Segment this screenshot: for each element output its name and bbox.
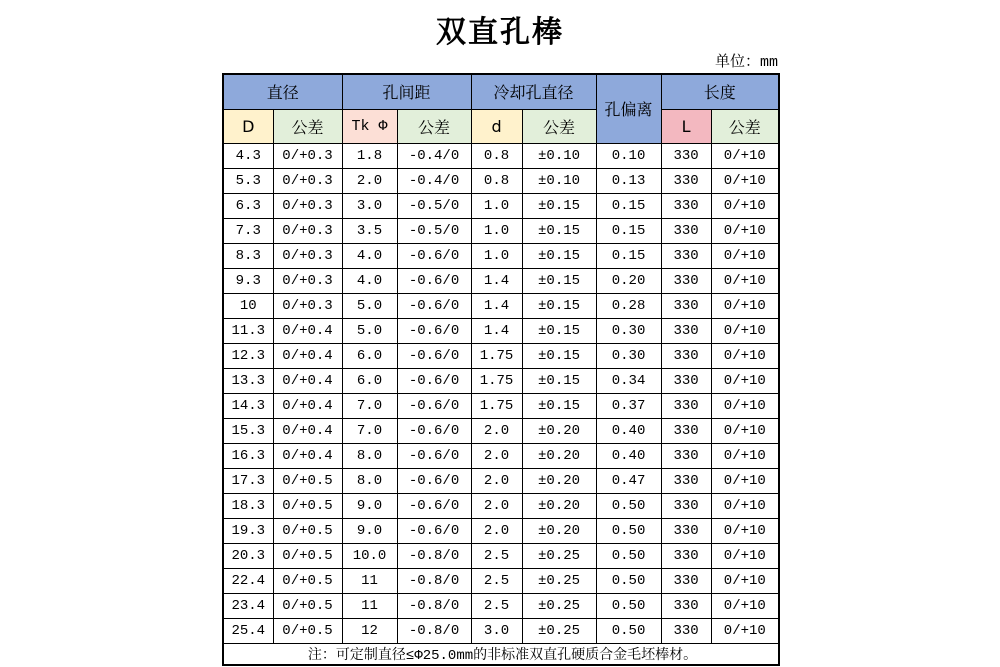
table-cell: 1.75 xyxy=(471,368,522,393)
table-cell: 2.0 xyxy=(471,418,522,443)
table-cell: 0/+0.5 xyxy=(273,518,342,543)
table-cell: 0/+0.4 xyxy=(273,443,342,468)
table-cell: 0/+10 xyxy=(711,318,779,343)
table-cell: 0/+10 xyxy=(711,418,779,443)
table-cell: 0.10 xyxy=(596,143,661,168)
table-cell: 25.4 xyxy=(223,618,273,643)
table-cell: 0/+0.5 xyxy=(273,543,342,568)
table-cell: 0/+0.3 xyxy=(273,268,342,293)
table-cell: 2.0 xyxy=(471,468,522,493)
table-cell: 330 xyxy=(661,418,711,443)
table-cell: -0.6/0 xyxy=(397,468,471,493)
table-cell: 23.4 xyxy=(223,593,273,618)
table-cell: 4.3 xyxy=(223,143,273,168)
table-row xyxy=(223,518,779,543)
table-cell: ±0.20 xyxy=(522,468,596,493)
header-hole-deviation: 孔偏离 xyxy=(596,74,661,143)
table-cell: 0.13 xyxy=(596,168,661,193)
table-cell: 0.34 xyxy=(596,368,661,393)
table-cell: 1.0 xyxy=(471,193,522,218)
table-row xyxy=(223,343,779,368)
table-cell: 9.0 xyxy=(342,493,397,518)
table-cell: ±0.25 xyxy=(522,618,596,643)
table-cell: 0.50 xyxy=(596,593,661,618)
table-cell: 0/+10 xyxy=(711,193,779,218)
table-cell: 330 xyxy=(661,318,711,343)
table-cell: -0.6/0 xyxy=(397,518,471,543)
table-cell: 330 xyxy=(661,543,711,568)
table-cell: 9.3 xyxy=(223,268,273,293)
table-cell: ±0.20 xyxy=(522,518,596,543)
table-cell: 0/+10 xyxy=(711,518,779,543)
table-cell: 12 xyxy=(342,618,397,643)
table-row xyxy=(223,243,779,268)
table-cell: -0.6/0 xyxy=(397,493,471,518)
table-cell: 2.0 xyxy=(342,168,397,193)
table-cell: 330 xyxy=(661,193,711,218)
table-cell: -0.6/0 xyxy=(397,318,471,343)
table-cell: ±0.25 xyxy=(522,543,596,568)
table-cell: 1.8 xyxy=(342,143,397,168)
table-cell: 0/+10 xyxy=(711,268,779,293)
table-cell: 4.0 xyxy=(342,268,397,293)
table-cell: 330 xyxy=(661,518,711,543)
table-cell: 330 xyxy=(661,368,711,393)
table-cell: 14.3 xyxy=(223,393,273,418)
table-cell: ±0.20 xyxy=(522,493,596,518)
table-cell: -0.8/0 xyxy=(397,543,471,568)
table-cell: 0/+0.3 xyxy=(273,218,342,243)
table-cell: 330 xyxy=(661,568,711,593)
table-cell: 16.3 xyxy=(223,443,273,468)
table-cell: 11.3 xyxy=(223,318,273,343)
table-cell: 0/+0.4 xyxy=(273,418,342,443)
table-cell: 1.0 xyxy=(471,218,522,243)
table-cell: 330 xyxy=(661,293,711,318)
table-cell: 10.0 xyxy=(342,543,397,568)
table-cell: 0/+0.5 xyxy=(273,493,342,518)
table-cell: ±0.25 xyxy=(522,568,596,593)
table-cell: 6.0 xyxy=(342,343,397,368)
table-footer xyxy=(223,643,779,665)
table-cell: ±0.25 xyxy=(522,593,596,618)
table-row xyxy=(223,618,779,643)
table-cell: 330 xyxy=(661,493,711,518)
table-cell: -0.6/0 xyxy=(397,243,471,268)
table-row xyxy=(223,143,779,168)
table-cell: 0/+10 xyxy=(711,543,779,568)
table-cell: 0.40 xyxy=(596,418,661,443)
table-row xyxy=(223,493,779,518)
table-cell: 0/+10 xyxy=(711,218,779,243)
table-cell: 8.0 xyxy=(342,443,397,468)
table-cell: 0/+10 xyxy=(711,393,779,418)
table-cell: 330 xyxy=(661,443,711,468)
table-cell: 0.50 xyxy=(596,618,661,643)
table-cell: 5.0 xyxy=(342,293,397,318)
table-cell: 0/+10 xyxy=(711,293,779,318)
table-row xyxy=(223,168,779,193)
table-cell: 19.3 xyxy=(223,518,273,543)
table-cell: ±0.15 xyxy=(522,343,596,368)
table-cell: -0.5/0 xyxy=(397,193,471,218)
table-row xyxy=(223,593,779,618)
table-cell: 0/+0.4 xyxy=(273,368,342,393)
table-row xyxy=(223,318,779,343)
table-cell: 330 xyxy=(661,393,711,418)
table-cell: 0/+0.5 xyxy=(273,568,342,593)
table-cell: 1.75 xyxy=(471,343,522,368)
table-cell: 0/+0.4 xyxy=(273,343,342,368)
table-cell: 330 xyxy=(661,143,711,168)
table-cell: -0.8/0 xyxy=(397,618,471,643)
table-cell: 0.47 xyxy=(596,468,661,493)
table-cell: 0.40 xyxy=(596,443,661,468)
table-cell: 2.0 xyxy=(471,518,522,543)
table-row xyxy=(223,393,779,418)
header-diameter: 直径 xyxy=(223,74,342,109)
table-cell: 0.8 xyxy=(471,143,522,168)
table-cell: -0.6/0 xyxy=(397,268,471,293)
table-cell: 22.4 xyxy=(223,568,273,593)
table-cell: 330 xyxy=(661,243,711,268)
table-cell: 0/+0.5 xyxy=(273,593,342,618)
table-cell: 330 xyxy=(661,268,711,293)
subheader-l: L xyxy=(661,109,711,143)
table-cell: 0.8 xyxy=(471,168,522,193)
table-body xyxy=(223,143,779,643)
subheader-d-lower: d xyxy=(471,109,522,143)
table-cell: 0.50 xyxy=(596,568,661,593)
table-cell: 0/+0.3 xyxy=(273,243,342,268)
table-cell: ±0.15 xyxy=(522,193,596,218)
table-cell: 0/+10 xyxy=(711,143,779,168)
table-cell: 18.3 xyxy=(223,493,273,518)
table-cell: 2.5 xyxy=(471,593,522,618)
table-cell: 0.15 xyxy=(596,218,661,243)
table-cell: 330 xyxy=(661,343,711,368)
table-note: 注：可定制直径≤Φ25.0mm的非标准双直孔硬质合金毛坯棒材。 xyxy=(223,643,779,665)
table-row xyxy=(223,543,779,568)
table-header xyxy=(223,74,779,143)
table-cell: 11 xyxy=(342,568,397,593)
table-cell: 0.15 xyxy=(596,193,661,218)
table-cell: 0/+10 xyxy=(711,168,779,193)
table-cell: 1.4 xyxy=(471,268,522,293)
table-cell: 0/+0.5 xyxy=(273,618,342,643)
table-cell: 0.28 xyxy=(596,293,661,318)
table-cell: 2.5 xyxy=(471,568,522,593)
table-cell: 7.0 xyxy=(342,393,397,418)
table-cell: 0/+10 xyxy=(711,593,779,618)
table-cell: ±0.15 xyxy=(522,293,596,318)
table-cell: 2.5 xyxy=(471,543,522,568)
table-cell: ±0.10 xyxy=(522,168,596,193)
table-cell: 3.0 xyxy=(471,618,522,643)
table-cell: ±0.15 xyxy=(522,268,596,293)
table-cell: 0/+0.4 xyxy=(273,318,342,343)
table-cell: 330 xyxy=(661,168,711,193)
content-area xyxy=(222,50,778,666)
table-cell: -0.6/0 xyxy=(397,343,471,368)
table-cell: 0/+0.3 xyxy=(273,168,342,193)
table-cell: 0.30 xyxy=(596,343,661,368)
table-cell: ±0.10 xyxy=(522,143,596,168)
table-cell: -0.6/0 xyxy=(397,443,471,468)
table-cell: 0/+0.3 xyxy=(273,143,342,168)
table-cell: 5.0 xyxy=(342,318,397,343)
table-cell: 5.3 xyxy=(223,168,273,193)
spec-table xyxy=(222,73,780,666)
table-row xyxy=(223,568,779,593)
table-cell: 12.3 xyxy=(223,343,273,368)
subheader-d-upper: D xyxy=(223,109,273,143)
table-cell: 2.0 xyxy=(471,493,522,518)
table-cell: -0.6/0 xyxy=(397,293,471,318)
table-row xyxy=(223,368,779,393)
header-group-row xyxy=(223,74,779,109)
table-cell: -0.4/0 xyxy=(397,168,471,193)
table-row xyxy=(223,443,779,468)
table-cell: ±0.15 xyxy=(522,318,596,343)
table-cell: 6.0 xyxy=(342,368,397,393)
table-cell: ±0.15 xyxy=(522,368,596,393)
table-cell: 0/+0.4 xyxy=(273,393,342,418)
table-cell: 4.0 xyxy=(342,243,397,268)
table-cell: 8.0 xyxy=(342,468,397,493)
table-cell: 2.0 xyxy=(471,443,522,468)
table-cell: -0.6/0 xyxy=(397,418,471,443)
table-cell: 1.0 xyxy=(471,243,522,268)
table-cell: -0.6/0 xyxy=(397,393,471,418)
table-cell: 1.4 xyxy=(471,318,522,343)
table-cell: 0/+10 xyxy=(711,443,779,468)
table-cell: 0/+10 xyxy=(711,343,779,368)
table-cell: 1.4 xyxy=(471,293,522,318)
table-cell: 0/+10 xyxy=(711,618,779,643)
table-row xyxy=(223,193,779,218)
table-cell: 0/+0.3 xyxy=(273,193,342,218)
table-cell: 1.75 xyxy=(471,393,522,418)
table-cell: 0.50 xyxy=(596,543,661,568)
table-row xyxy=(223,268,779,293)
table-cell: 330 xyxy=(661,593,711,618)
table-cell: -0.6/0 xyxy=(397,368,471,393)
table-cell: 0/+0.5 xyxy=(273,468,342,493)
table-cell: 15.3 xyxy=(223,418,273,443)
header-sub-row xyxy=(223,109,779,143)
table-cell: 11 xyxy=(342,593,397,618)
unit-label: 单位：mm xyxy=(714,54,778,71)
table-cell: -0.5/0 xyxy=(397,218,471,243)
table-cell: 0/+10 xyxy=(711,368,779,393)
subheader-tolerance-3: 公差 xyxy=(522,109,596,143)
table-cell: 17.3 xyxy=(223,468,273,493)
table-cell: -0.4/0 xyxy=(397,143,471,168)
table-cell: 0/+10 xyxy=(711,568,779,593)
subheader-tolerance-2: 公差 xyxy=(397,109,471,143)
table-cell: 330 xyxy=(661,218,711,243)
table-cell: ±0.15 xyxy=(522,243,596,268)
table-cell: 7.0 xyxy=(342,418,397,443)
page-title: 双直孔棒 xyxy=(436,15,564,50)
table-cell: 330 xyxy=(661,468,711,493)
table-cell: 0.20 xyxy=(596,268,661,293)
table-cell: 0.15 xyxy=(596,243,661,268)
table-cell: 0.50 xyxy=(596,518,661,543)
table-cell: -0.8/0 xyxy=(397,568,471,593)
header-length: 长度 xyxy=(661,74,779,109)
table-cell: 0.37 xyxy=(596,393,661,418)
table-cell: 6.3 xyxy=(223,193,273,218)
table-row xyxy=(223,218,779,243)
table-cell: 3.0 xyxy=(342,193,397,218)
subheader-tolerance-4: 公差 xyxy=(711,109,779,143)
table-cell: 3.5 xyxy=(342,218,397,243)
table-cell: 0/+10 xyxy=(711,468,779,493)
table-cell: 0/+10 xyxy=(711,493,779,518)
table-cell: 0/+10 xyxy=(711,243,779,268)
table-row xyxy=(223,418,779,443)
table-cell: 0.50 xyxy=(596,493,661,518)
table-cell: 8.3 xyxy=(223,243,273,268)
table-cell: ±0.20 xyxy=(522,418,596,443)
table-cell: 20.3 xyxy=(223,543,273,568)
table-row xyxy=(223,293,779,318)
table-cell: 0/+0.3 xyxy=(273,293,342,318)
table-cell: ±0.20 xyxy=(522,443,596,468)
table-cell: 7.3 xyxy=(223,218,273,243)
subheader-tolerance-1: 公差 xyxy=(273,109,342,143)
header-cooling-hole-diameter: 冷却孔直径 xyxy=(471,74,596,109)
header-hole-spacing: 孔间距 xyxy=(342,74,471,109)
table-cell: ±0.15 xyxy=(522,218,596,243)
subheader-tk-phi: Tk Φ xyxy=(342,109,397,143)
table-cell: 330 xyxy=(661,618,711,643)
table-cell: ±0.15 xyxy=(522,393,596,418)
table-cell: 13.3 xyxy=(223,368,273,393)
note-row xyxy=(223,643,779,665)
table-row xyxy=(223,468,779,493)
table-cell: 10 xyxy=(223,293,273,318)
table-cell: -0.8/0 xyxy=(397,593,471,618)
table-cell: 9.0 xyxy=(342,518,397,543)
table-cell: 0.30 xyxy=(596,318,661,343)
